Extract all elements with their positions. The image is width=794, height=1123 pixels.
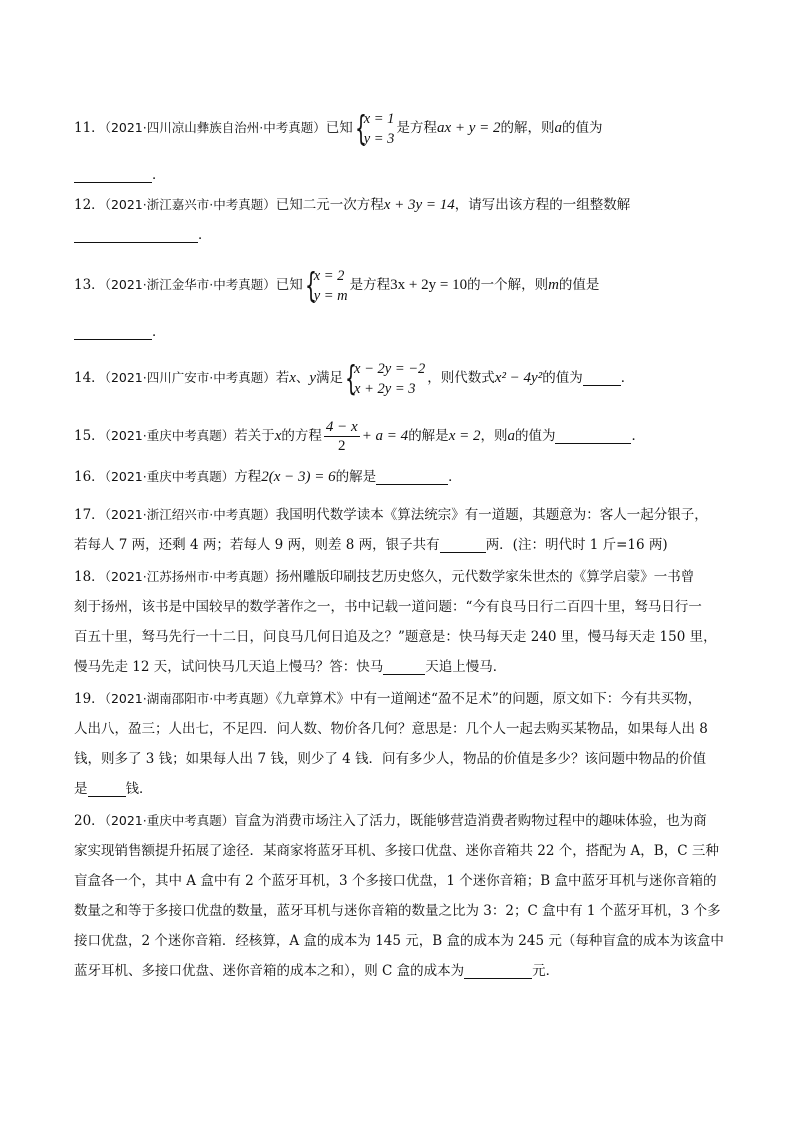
answer-blank[interactable] xyxy=(88,778,126,797)
answer-blank[interactable] xyxy=(74,164,152,183)
question-20: 20．（2021·重庆中考真题）盲盒为消费市场注入了活力，既能够营造消费者购物过程中的趣味体验，也为商 家实现销售额提升拓展了途径．某商家将蓝牙耳机、多接口优盘、迷你音箱共 22 个，搭配为 A，B，C 三种 盲盒各一个，其中 A 盒中有 2 个蓝牙耳机，3 个多接口优盘，1 个迷你音箱；B 盒中蓝牙耳机与迷你音箱的 数量之和等于多接口优盘的数量，蓝牙耳机与迷你音箱的数量之比为 3：2；C 盒中有 1 个蓝牙耳机，3 个多 接口优盘，2 个迷你音箱．经核算，A 盒的成本为 145 元，B 盒的成本为 245 元（每种盲盒的成本为该盒中 蓝牙耳机、多接口优盘、迷你音箱的成本之和），则 C 盒的成本为 元． xyxy=(74,813,724,979)
question-number: 17． xyxy=(74,507,105,523)
equation: ax + y = 2 xyxy=(436,120,501,136)
question-source: （2021·湖南邵阳市·中考真题） xyxy=(104,691,276,706)
question-source: （2021·浙江绍兴市·中考真题） xyxy=(104,507,276,522)
question-16: 16．（2021·重庆中考真题）方程2(x − 3) = 6的解是 ． xyxy=(74,462,722,492)
equation: 3x + 2y = 10 xyxy=(390,277,468,293)
equation-system: { x − 2y = −2 x + 2y = 3 xyxy=(345,358,426,399)
question-13: 13．（2021·浙江金华市·中考真题）已知 { x = 2 y = m 是方程3x + 2y = 10的一个解，则m的值是 ． xyxy=(74,265,600,340)
question-11: 11．（2021·四川凉山彝族自治州·中考真题）已知 { x = 1 y = 3 是方程ax + y = 2的解，则a的值为 ． xyxy=(74,108,603,183)
equation-system: { x = 1 y = 3 xyxy=(354,108,395,149)
answer-blank[interactable] xyxy=(383,656,425,675)
answer-blank[interactable] xyxy=(583,367,621,386)
equation-system: { x = 2 y = m xyxy=(304,265,348,306)
question-source: （2021·江苏扬州市·中考真题） xyxy=(104,569,276,584)
answer-blank[interactable] xyxy=(74,224,198,243)
question-number: 19． xyxy=(74,691,105,707)
question-17: 17．（2021·浙江绍兴市·中考真题）我国明代数学读本《算法统宗》有一道题，其题意为：客人一起分银子， 若每人 7 两，还剩 4 两；若每人 9 两，则差 8 两，银子共有 两．(注：明代时 1 斤=16 两) xyxy=(74,507,708,553)
question-source: （2021·浙江金华市·中考真题） xyxy=(104,277,276,292)
question-source: （2021·浙江嘉兴市·中考真题） xyxy=(104,197,276,212)
question-number: 16． xyxy=(74,469,105,485)
answer-blank[interactable] xyxy=(440,534,486,553)
question-14: 14．（2021·四川广安市·中考真题）若x、y满足 { x − 2y = −2 x + 2y = 3 ，则代数式x² − 4y²的值为 ． xyxy=(74,358,635,399)
question-number: 13． xyxy=(74,277,105,293)
question-number: 12． xyxy=(74,197,105,213)
answer-blank[interactable] xyxy=(464,960,532,979)
equation: 2(x − 3) = 6 xyxy=(261,469,336,485)
question-number: 20． xyxy=(74,813,105,829)
equation: x + 3y = 14 xyxy=(383,197,455,213)
question-number: 15． xyxy=(74,428,105,444)
equation: + a = 4 xyxy=(361,428,409,444)
question-19: 19．（2021·湖南邵阳市·中考真题）《九章算术》中有一道阐述“盈不足术”的问题，原文如下：今有共买物， 人出八，盈三；人出七，不足四．问人数、物价各几何？意思是：几个人一起去购买某物品，如果每人出 8 钱，则多了 3 钱；如果每人出 7 钱，则少了 4 钱．问有多少人，物品的价值是多少？该问题中物品的价值 是 钱． xyxy=(74,691,708,797)
question-15: 15．（2021·重庆中考真题）若关于x的方程 $\frac{4 - x}{2}$ + a = 4的解是x = 2，则a的值为 ． xyxy=(74,419,645,454)
expression: x² − 4y² xyxy=(494,370,543,386)
question-18: 18．（2021·江苏扬州市·中考真题）扬州雕版印刷技艺历史悠久，元代数学家朱世杰的《算学启蒙》一书曾 刻于扬州，该书是中国较早的数学著作之一，书中记载一道问题：“今有良马日行二百四十里，驽马日行一 百五十里，驽马先行一十二日，问良马几何日追及之？”题意是：快马每天走 240 里，慢马每天走 150 里， 慢马先走 12 天，试问快马几天追上慢马？答：快马 天追上慢马． xyxy=(74,569,717,675)
fraction: $\frac{4 - x}{2}$ xyxy=(325,419,358,454)
answer-blank[interactable] xyxy=(376,466,448,485)
question-number: 18． xyxy=(74,569,105,585)
question-12: 12．（2021·浙江嘉兴市·中考真题）已知二元一次方程x + 3y = 14，请写出该方程的一组整数解 ． xyxy=(74,197,631,243)
question-source: （2021·四川凉山彝族自治州·中考真题） xyxy=(104,120,326,135)
question-number: 11． xyxy=(74,120,105,136)
answer-blank[interactable] xyxy=(555,425,631,444)
answer-blank[interactable] xyxy=(74,321,152,340)
question-source: （2021·重庆中考真题） xyxy=(104,428,235,443)
question-source: （2021·重庆中考真题） xyxy=(104,813,235,828)
question-number: 14． xyxy=(74,370,105,386)
question-source: （2021·四川广安市·中考真题） xyxy=(104,370,276,385)
question-source: （2021·重庆中考真题） xyxy=(104,469,235,484)
